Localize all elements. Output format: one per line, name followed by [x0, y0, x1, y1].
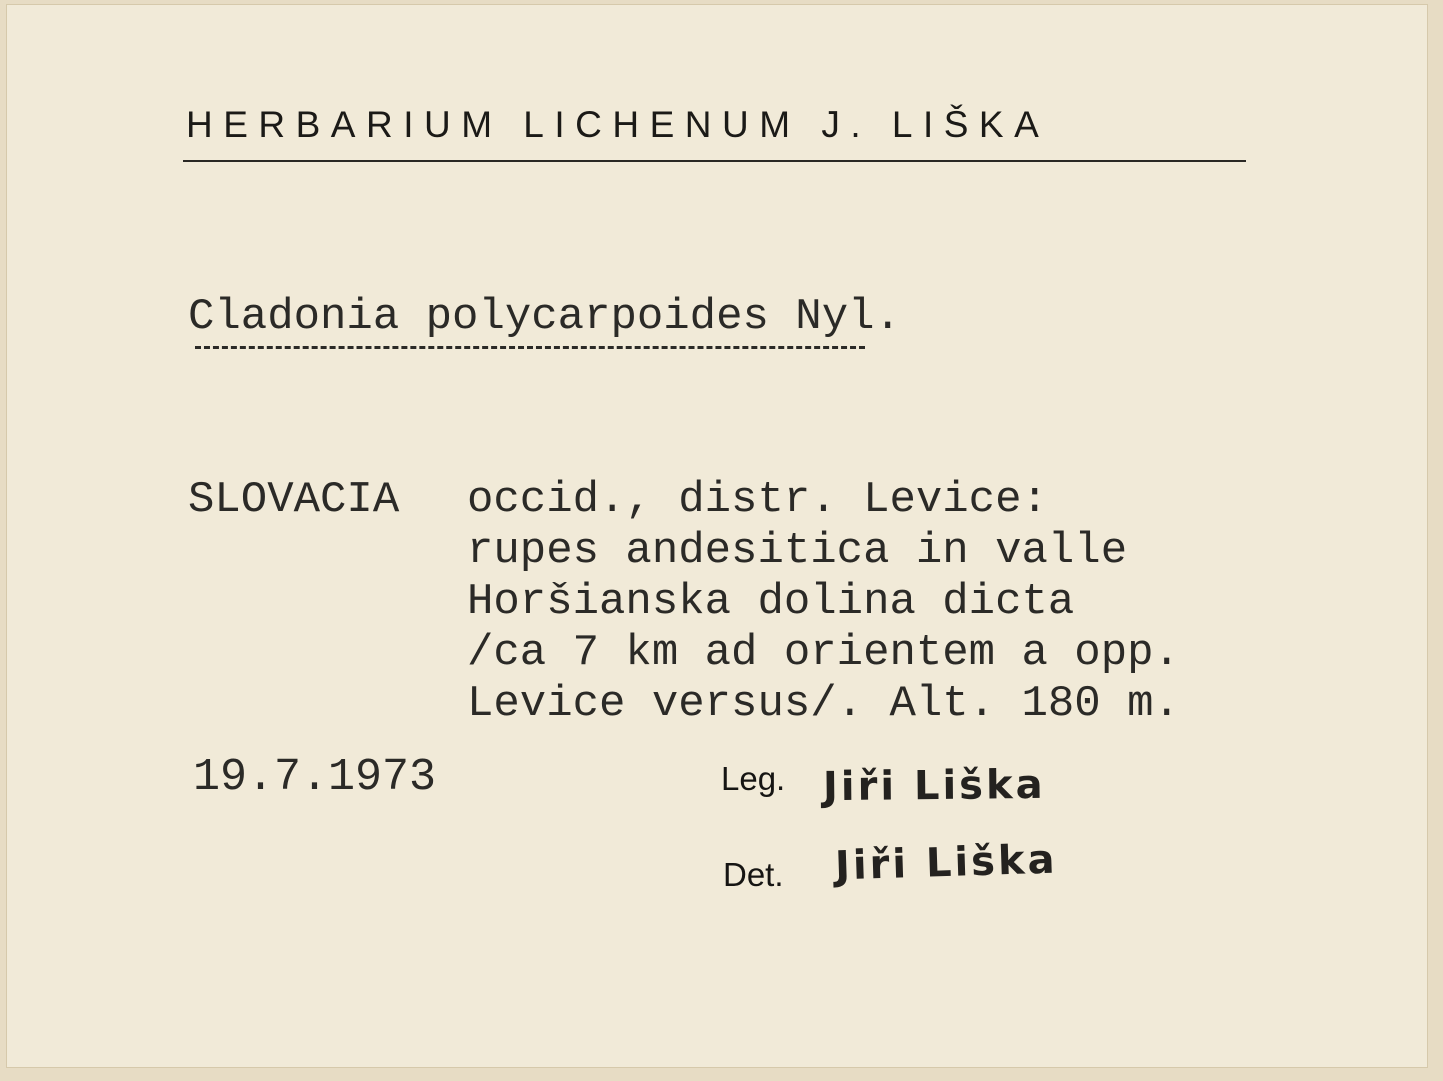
- locality-line: occid., distr. Levice:: [467, 475, 1048, 525]
- species-name: Cladonia polycarpoides Nyl.: [188, 292, 901, 342]
- locality-line: rupes andesitica in valle: [467, 526, 1128, 576]
- collection-date: 19.7.1973: [193, 752, 437, 803]
- herbarium-header-title: HERBARIUM LICHENUM J. LIŠKA: [186, 104, 1050, 145]
- det-label: Det.: [723, 856, 784, 893]
- leg-label: Leg.: [721, 760, 786, 797]
- determiner-name-stamp: Jiři Liška: [834, 836, 1059, 890]
- locality-line: Levice versus/. Alt. 180 m.: [467, 679, 1180, 729]
- header-underline: [183, 160, 1246, 162]
- locality-line: Horšianska dolina dicta: [467, 577, 1075, 627]
- species-underline: [195, 346, 865, 349]
- locality-description: [467, 475, 1180, 730]
- collector-name-stamp: Jiři Liška: [822, 761, 1046, 811]
- locality-line: /ca 7 km ad orientem a opp.: [467, 628, 1180, 678]
- locality-country: SLOVACIA: [188, 475, 400, 525]
